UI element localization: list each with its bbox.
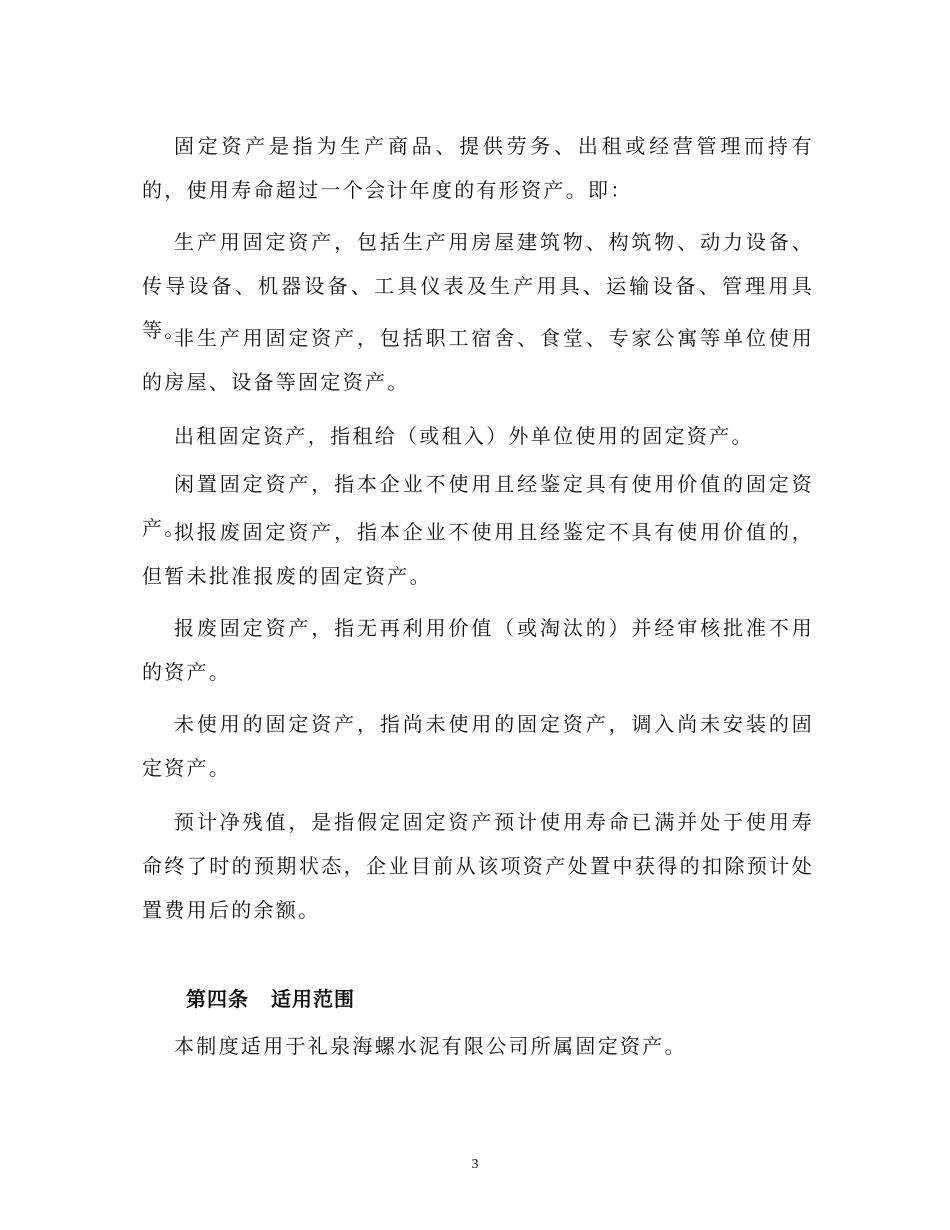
article-number: 第四条 [186,987,249,1011]
paragraph-leased-assets: 出租固定资产，指租给（或租入）外单位使用的固定资产。 [174,424,754,448]
paragraph-residual-value: 预计净残值，是指假定固定资产预计使用寿命已满并处于使用寿命终了时的预期状态，企业目前从该项资产处置中获得的扣除预计处置费用后的余额。 [142,810,814,922]
paragraph-pending-scrap-assets: 拟报废固定资产，指本企业不使用且经鉴定不具有使用价值的，但暂未批准报废的固定资产。 [142,520,814,588]
paragraph-production-assets: 生产用固定资产，包括生产用房屋建筑物、构筑物、动力设备、传导设备、机器设备、工具仪表及生产用具、运输设备、管理用具等。 [142,230,814,342]
section-heading [186,984,355,1014]
paragraph-unused-assets: 未使用的固定资产，指尚未使用的固定资产，调入尚未安装的固定资产。 [142,712,814,780]
paragraph-scrapped-assets: 报废固定资产，指无再利用价值（或淘汰的）并经审核批准不用的资产。 [142,616,814,684]
page-number: 3 [471,1157,479,1172]
paragraph-definition: 固定资产是指为生产商品、提供劳务、出租或经营管理而持有的，使用寿命超过一个会计年度的有形资产。即： [142,134,814,202]
paragraph-scope: 本制度适用于礼泉海螺水泥有限公司所属固定资产。 [174,1034,687,1058]
section-title: 适用范围 [271,987,355,1011]
paragraph-idle-assets: 闲置固定资产，指本企业不使用且经鉴定具有使用价值的固定资产。 [142,472,814,540]
paragraph-non-production-assets: 非生产用固定资产，包括职工宿舍、食堂、专家公寓等单位使用的房屋、设备等固定资产。 [142,326,814,394]
